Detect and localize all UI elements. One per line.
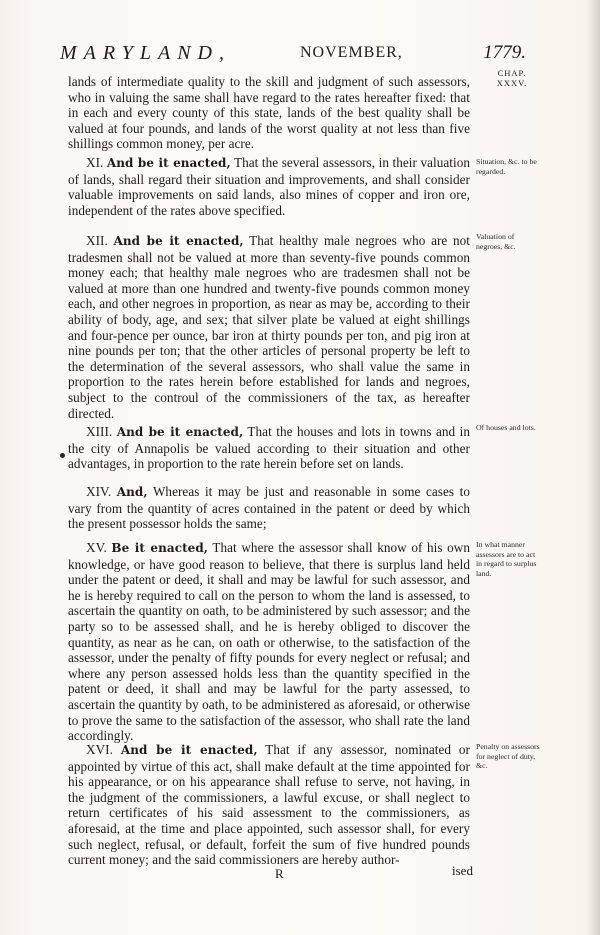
catchword: ised bbox=[452, 863, 473, 878]
section-text: That the houses and lots in towns and in the city of Annapolis be valued according to their situation and other advantages, in proportion to the rate herein before set on lands. bbox=[68, 424, 470, 472]
section-number: XII. bbox=[86, 233, 108, 248]
paragraph-continuation bbox=[68, 74, 470, 152]
margin-dot bbox=[60, 453, 65, 458]
chapter-marker bbox=[482, 68, 542, 88]
chapter-number: XXXV. bbox=[496, 78, 528, 88]
signature-mark: R bbox=[275, 866, 284, 881]
section-number: XVI. bbox=[86, 742, 113, 757]
paragraph-text: lands of intermediate quality to the skill and judgment of such assessors, who in valuing the same shall have regard to the rates hereafter fixed: that in each and every county of this state, lands of the best quality shall be valued at four pounds, and lands of the worst quality at not less than five shillings common money, per acre. bbox=[68, 74, 470, 152]
page-binding-shadow bbox=[586, 0, 600, 935]
section-lead: And be it enacted, bbox=[106, 156, 231, 170]
section-number: XIII. bbox=[86, 424, 113, 439]
section-xv bbox=[68, 540, 470, 744]
chapter-label: CHAP. bbox=[497, 68, 527, 78]
header-month: NOVEMBER, bbox=[300, 44, 403, 61]
section-text: That the several assessors, in their valuation of lands, shall regard their situation and improvements, and shall consider valuable improvements on said lands, also mines of copper and iron ore, independent of the rates above specified. bbox=[68, 155, 470, 218]
section-xvi bbox=[68, 742, 470, 868]
section-lead: And be it enacted, bbox=[113, 234, 244, 248]
section-text: Whereas it may be just and reasonable in some cases to vary from the quantity of acres contained in the patent or deed by which the present possessor holds the same; bbox=[68, 484, 470, 532]
section-text: That where the assessor shall know of his own knowledge, or have good reason to believe, that there is surplus land held under the patent or deed, it shall and may be lawful for such assessor, and he is hereby required to call on the person to whom the land is assessed, to ascertain the quantity on oath, to be administered by such assessor; and the party so to be assessed shall, and he is hereby obliged to discover the quantity, as near as he can, on oath or otherwise, to the satisfaction of the assessor, under the penalty of fifty pounds for every neglect or refusal; and where any person assessed holds less than the quantity specified in the patent or deed, it shall and may be lawful for the party assessed, to ascertain the quantity by oath, to be administered as aforesaid, or otherwise to prove the same to the satisfaction of the assessor, who shall rate the land accordingly. bbox=[68, 540, 471, 744]
section-number: XV. bbox=[86, 540, 107, 555]
section-number: XIV. bbox=[86, 484, 112, 499]
section-xi bbox=[68, 155, 470, 218]
section-xii bbox=[68, 233, 470, 421]
section-lead: And, bbox=[116, 485, 148, 499]
header-year: 1779. bbox=[483, 42, 526, 63]
margin-note-situation: Situation, &c. to be regarded. bbox=[476, 157, 537, 176]
section-xiv bbox=[68, 484, 470, 532]
margin-note-surplus-land: In what manner assessors are to act in regard to surplus land. bbox=[476, 540, 537, 578]
margin-note-houses: Of houses and lots. bbox=[476, 423, 536, 432]
margin-note-negroes: Valuation of negroes, &c. bbox=[476, 232, 516, 251]
header-state: MARYLAND, bbox=[60, 42, 231, 64]
section-lead: Be it enacted, bbox=[111, 541, 209, 555]
section-lead: And be it enacted, bbox=[116, 425, 244, 439]
margin-note-penalty: Penalty on assessors for neglect of duty, &c. bbox=[476, 742, 540, 770]
section-xiii bbox=[68, 424, 470, 472]
section-text: That healthy male negroes who are not tradesmen shall not be valued at more than seventy-five pounds common money each; that healthy male negroes who are tradesmen shall not be valued at more than one hundred and twenty-five pounds common money each, and other negroes in proportion, as near as may be, according to their ability of body, age, and sex; that silver plate be valued at eight shillings and four-pence per ounce, bar iron at thirty pounds per ton, and pig iron at nine pounds per ton; that the other articles of personal property be left to the determination of the several assessors, who shall value the same in proportion to the rates herein before established for lands and negroes, subject to the controul of the commissioners of the tax, as hereafter directed. bbox=[68, 233, 470, 421]
section-number: XI. bbox=[86, 155, 104, 170]
running-header bbox=[60, 40, 526, 68]
section-text: That if any assessor, nominated or appointed by virtue of this act, shall make default at the time appointed for his appearance, or on his appearance shall refuse to serve, not having, in the judgment of the commissioners, a lawful excuse, or shall neglect to return certificates of his said assessment to the commissioners, as aforesaid, at the time and place appointed, such assessor shall, for every such neglect, refusal, or default, forfeit the sum of five hundred pounds current money; and the said commissioners are hereby author- bbox=[68, 742, 470, 868]
section-lead: And be it enacted, bbox=[120, 743, 258, 757]
